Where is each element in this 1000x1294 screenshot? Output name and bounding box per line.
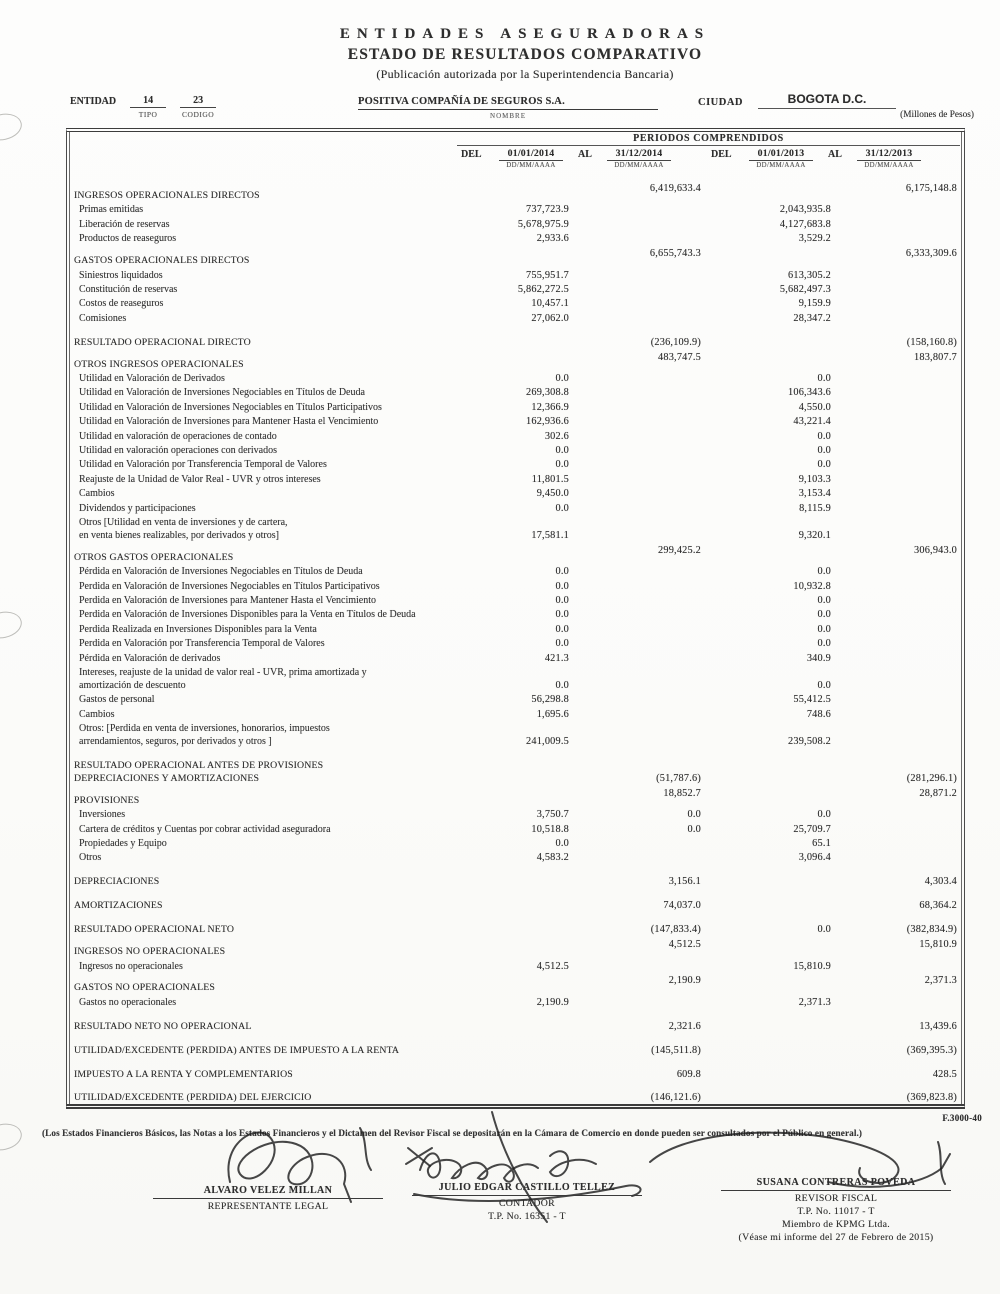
value-period2-detail: 55,412.5 <box>793 694 831 706</box>
value-period1-detail: 2,190.9 <box>536 996 569 1008</box>
row-label: DEPRECIACIONES <box>74 876 160 888</box>
value-period2-detail: 65.1 <box>812 838 831 850</box>
value-period2-detail: 9,320.1 <box>798 529 831 541</box>
date-format-hint: DD/MM/AAAA <box>614 162 664 169</box>
table-row <box>67 809 960 822</box>
row-label: Inversiones <box>79 809 126 821</box>
row-label: UTILIDAD/EXCEDENTE (PERDIDA) ANTES DE IMPUESTO A LA RENTA <box>74 1044 400 1056</box>
table-row <box>67 387 960 400</box>
value-period1-total: 299,425.2 <box>658 544 701 556</box>
date-format-hint: DD/MM/AAAA <box>756 162 806 169</box>
value-period2-detail: 0.0 <box>817 924 831 936</box>
signer-firm: Miembro de KPMG Ltda. <box>781 1219 891 1230</box>
company-name: POSITIVA COMPAÑÍA DE SEGUROS S.A. <box>358 96 658 110</box>
row-label: RESULTADO NETO NO OPERACIONAL <box>74 1020 252 1032</box>
value-period1-total: 483,747.5 <box>658 351 701 363</box>
row-label: INGRESOS NO OPERACIONALES <box>74 946 226 958</box>
table-row <box>67 824 960 837</box>
table-row <box>67 638 960 651</box>
value-period1-detail: 421.3 <box>544 652 569 664</box>
value-period2-detail: 0.0 <box>817 372 831 384</box>
value-period1-detail: 4,512.5 <box>536 960 569 972</box>
value-period2-detail: 106,343.6 <box>788 387 831 399</box>
table-row <box>67 459 960 472</box>
value-period1-detail: 4,583.2 <box>536 852 569 864</box>
table-row <box>67 760 960 786</box>
period1-from-date: 01/01/2014 <box>499 148 563 161</box>
statement-table <box>66 128 965 1109</box>
table-row <box>67 876 960 889</box>
value-period1-total: 6,655,743.3 <box>649 248 701 260</box>
value-period1-detail: 0.0 <box>555 680 569 691</box>
row-label: Productos de reaseguros <box>79 233 177 245</box>
row-label: Utilidad en Valoración de Inversiones para Mantener Hasta el Vencimiento <box>79 416 379 428</box>
punch-hole-artifact <box>0 608 24 641</box>
value-period2-detail: 0.0 <box>817 430 831 442</box>
row-label: Perdida en Valoración de Inversiones para Mantener Hasta el Vencimiento <box>79 595 377 607</box>
period2-from-date: 01/01/2013 <box>749 148 813 161</box>
value-period1-detail: 9,450.0 <box>536 488 569 500</box>
period1-to <box>607 148 671 169</box>
value-period2-detail: 15,810.9 <box>793 960 831 972</box>
table-row <box>67 488 960 501</box>
table-row <box>67 609 960 622</box>
value-period2-detail: 3,153.4 <box>798 488 831 500</box>
table-row <box>67 248 960 268</box>
value-period2-detail: 0.0 <box>817 609 831 621</box>
value-period2-total: (281,296.1) <box>906 772 957 784</box>
value-period2-total: 28,871.2 <box>919 787 957 799</box>
table-row <box>67 284 960 297</box>
value-period2-total: 68,364.2 <box>919 900 957 912</box>
value-period1-detail: 241,009.5 <box>526 736 569 748</box>
row-label: Gastos de personal <box>79 694 155 706</box>
table-row <box>67 1092 960 1105</box>
table-row <box>67 503 960 516</box>
period1-to-date: 31/12/2014 <box>607 148 671 161</box>
row-label: Liberación de reservas <box>79 218 170 230</box>
row-label: Perdida en Valoración de Inversiones Negociables en Títulos Participativos <box>79 580 380 592</box>
row-label: Gastos no operacionales <box>79 996 177 1008</box>
value-period2-total: 183,807.7 <box>914 351 957 363</box>
row-label: Cambios <box>79 488 115 500</box>
value-period1-detail: 0.0 <box>555 580 569 592</box>
signer-name: JULIO EDGAR CASTILLO TELLEZ <box>412 1182 642 1196</box>
row-label: Utilidad en Valoración de Derivados <box>79 372 225 384</box>
value-period2-detail: 0.0 <box>817 623 831 635</box>
del-label-1: DEL <box>461 149 482 160</box>
table-row <box>67 517 960 543</box>
table-row <box>67 544 960 565</box>
value-period1-total: 0.0 <box>687 823 701 835</box>
value-period1-detail: 0.0 <box>555 372 569 384</box>
value-period1-detail: 0.0 <box>555 459 569 471</box>
value-period2-detail: 613,305.2 <box>788 269 831 281</box>
table-row <box>67 1021 960 1034</box>
units-note: (Millones de Pesos) <box>900 110 974 120</box>
signer-name: SUSANA CONTRERAS POVEDA <box>721 1177 951 1191</box>
row-label: AMORTIZACIONES <box>74 900 163 912</box>
row-label: RESULTADO OPERACIONAL DIRECTO <box>74 336 251 348</box>
value-period1-detail: 0.0 <box>555 638 569 650</box>
value-period2-detail: 3,529.2 <box>798 233 831 245</box>
value-period1-detail: 10,457.1 <box>531 298 569 310</box>
periods-dates-row <box>71 148 960 169</box>
row-label: Propiedades y Equipo <box>79 838 167 850</box>
row-label: Dividendos y participaciones <box>79 502 196 514</box>
value-period1-detail: 5,862,272.5 <box>517 283 569 295</box>
value-period2-detail: 0.0 <box>817 445 831 456</box>
value-period1-total: (145,511.8) <box>651 1044 701 1056</box>
codigo-label: CODIGO <box>182 110 215 119</box>
company-block <box>358 96 658 120</box>
value-period2-detail: 4,550.0 <box>798 401 831 413</box>
value-period2-detail: 9,103.3 <box>798 473 831 485</box>
value-period2-detail: 2,043,935.8 <box>779 204 831 216</box>
value-period2-detail: 340.9 <box>806 652 831 664</box>
table-row <box>67 431 960 444</box>
row-label: Perdida Realizada en Inversiones Disponibles para la Venta <box>79 623 317 635</box>
row-label: UTILIDAD/EXCEDENTE (PERDIDA) DEL EJERCICIO <box>74 1092 312 1104</box>
value-period2-detail: 8,115.9 <box>799 502 831 514</box>
table-row <box>67 1069 960 1082</box>
row-label: Cartera de créditos y Cuentas por cobrar actividad aseguradora <box>79 823 331 835</box>
table-row <box>67 337 960 350</box>
punch-hole-artifact <box>0 110 24 143</box>
entity-tipo-field <box>130 95 166 119</box>
value-period1-detail: 56,298.8 <box>531 694 569 706</box>
ciudad-value: BOGOTA D.C. <box>758 92 896 109</box>
signer-tp-number: T.P. No. 16351 - T <box>488 1211 566 1222</box>
table-row <box>67 900 960 913</box>
value-period2-detail: 43,221.4 <box>793 416 831 428</box>
row-label: OTROS INGRESOS OPERACIONALES <box>74 358 244 370</box>
periods-title: PERIODOS COMPRENDIDOS <box>457 133 960 146</box>
value-period2-total: (369,395.3) <box>906 1044 957 1056</box>
row-label: INGRESOS OPERACIONALES DIRECTOS <box>74 190 260 201</box>
value-period1-detail: 11,801.5 <box>531 473 569 485</box>
value-period1-total: (147,833.4) <box>650 924 701 936</box>
value-period1-detail: 755,951.7 <box>526 269 569 281</box>
table-row <box>67 723 960 749</box>
table-row <box>67 474 960 487</box>
nombre-label: NOMBRE <box>490 112 526 120</box>
value-period1-detail: 2,933.6 <box>536 233 569 245</box>
row-label: GASTOS NO OPERACIONALES <box>74 982 215 994</box>
value-period2-detail: 0.0 <box>817 566 831 578</box>
value-period1-detail: 17,581.1 <box>531 529 569 541</box>
row-label: Pérdida en Valoración de Inversiones Negociables en Títulos de Deuda <box>79 566 363 578</box>
table-row <box>67 1045 960 1058</box>
table-row <box>67 581 960 594</box>
row-label: Ingresos no operacionales <box>79 960 183 972</box>
value-period1-total: 2,190.9 <box>668 975 701 987</box>
al-label-2: AL <box>828 149 842 160</box>
document-header <box>25 26 1000 82</box>
ciudad-label: CIUDAD <box>698 97 743 108</box>
period1-from <box>499 148 563 169</box>
form-code: F.3000-40 <box>942 1113 982 1123</box>
table-row <box>67 204 960 217</box>
periods-header <box>67 132 964 176</box>
table-row <box>67 787 960 808</box>
value-period1-detail: 737,723.9 <box>526 204 569 216</box>
value-period1-detail: 0.0 <box>555 445 569 456</box>
date-format-hint: DD/MM/AAAA <box>864 162 914 169</box>
value-period2-total: (369,823.8) <box>906 1092 957 1104</box>
signer-title: CONTADOR <box>498 1198 556 1209</box>
value-period2-detail: 0.0 <box>817 638 831 650</box>
entity-codigo-value: 23 <box>180 95 216 108</box>
row-label: OTROS GASTOS OPERACIONALES <box>74 551 234 563</box>
table-row <box>67 624 960 637</box>
table-row <box>67 997 960 1010</box>
row-label: Primas emitidas <box>79 204 144 216</box>
value-period1-detail: 0.0 <box>555 595 569 607</box>
table-row <box>67 838 960 851</box>
value-period1-detail: 3,750.7 <box>536 809 569 821</box>
value-period2-detail: 0.0 <box>817 459 831 471</box>
footer-note: (Los Estados Financieros Básicos, las Notas a los Estados Financieros y el Dictamen del Revisor Fiscal se depositarán en la Cámara de Comercio en donde pueden ser consultados por el Público en general.) <box>42 1128 863 1138</box>
value-period2-detail: 9,159.9 <box>798 298 831 310</box>
table-row <box>67 313 960 326</box>
row-label: Perdida en Valoración por Transferencia Temporal de Valores <box>79 638 325 650</box>
table-row <box>67 667 960 693</box>
entity-label: ENTIDAD <box>70 96 117 107</box>
row-label: IMPUESTO A LA RENTA Y COMPLEMENTARIOS <box>74 1068 293 1080</box>
row-label: Constitución de reservas <box>79 283 178 295</box>
row-label: RESULTADO OPERACIONAL NETO <box>74 924 235 936</box>
value-period1-total: (51,787.6) <box>656 772 701 784</box>
value-period2-detail: 2,371.3 <box>798 996 831 1008</box>
value-period1-detail: 10,518.8 <box>531 823 569 835</box>
row-label: Reajuste de la Unidad de Valor Real - UVR y otros intereses <box>79 473 321 485</box>
value-period2-detail: 0.0 <box>817 595 831 607</box>
row-label: Comisiones <box>79 312 127 324</box>
value-period2-total: 306,943.0 <box>914 544 957 556</box>
statement-rows <box>67 176 964 1105</box>
signer-name: ALVARO VELEZ MILLAN <box>153 1185 383 1199</box>
row-label: Perdida en Valoración de Inversiones Disponibles para la Venta en Títulos de Deuda <box>79 609 416 621</box>
value-period2-detail: 25,709.7 <box>793 823 831 835</box>
value-period2-detail: 0.0 <box>817 809 831 821</box>
row-label: Intereses, reajuste de la unidad de valor real - UVR, prima amortizada y amortización de descuento <box>79 667 367 691</box>
value-period2-detail: 239,508.2 <box>788 736 831 748</box>
table-row <box>67 219 960 232</box>
value-period2-detail: 4,127,683.8 <box>779 218 831 230</box>
table-row <box>67 961 960 974</box>
value-period2-detail: 3,096.4 <box>798 852 831 864</box>
value-period1-total: 4,512.5 <box>668 939 701 951</box>
signer-report-note: (Véase mi informe del 27 de Febrero de 2015) <box>738 1232 934 1243</box>
entity-codigo-field <box>180 95 216 119</box>
signer-title: REPRESENTANTE LEGAL <box>207 1201 329 1212</box>
value-period1-detail: 269,308.8 <box>526 387 569 399</box>
row-label: Otros: [Perdida en venta de inversiones, honorarios, impuestos arrendamientos, seguros, por derivados y otros ] <box>79 723 330 748</box>
row-label: Utilidad en Valoración por Transferencia Temporal de Valores <box>79 459 327 471</box>
table-row <box>67 975 960 995</box>
value-period1-detail: 0.0 <box>555 609 569 621</box>
row-label: Siniestros liquidados <box>79 269 163 281</box>
del-label-2: DEL <box>711 149 732 160</box>
value-period1-detail: 12,366.9 <box>531 401 569 413</box>
table-row <box>67 373 960 386</box>
row-label: PROVISIONES <box>74 794 140 806</box>
date-format-hint: DD/MM/AAAA <box>506 162 556 169</box>
signature-block-revisor-fiscal <box>696 1172 976 1243</box>
table-row <box>67 445 960 458</box>
value-period1-detail: 27,062.0 <box>531 312 569 324</box>
value-period1-total: 74,037.0 <box>663 900 701 912</box>
table-row <box>67 402 960 415</box>
table-row <box>67 416 960 429</box>
value-period1-detail: 1,695.6 <box>536 708 569 720</box>
value-period1-total: 3,156.1 <box>668 876 701 888</box>
value-period2-total: 15,810.9 <box>919 939 957 951</box>
table-row <box>67 183 960 203</box>
table-row <box>67 939 960 959</box>
row-label: GASTOS OPERACIONALES DIRECTOS <box>74 255 250 267</box>
period2-to <box>857 148 921 169</box>
value-period2-detail: 0.0 <box>817 680 831 691</box>
entity-block <box>70 95 216 119</box>
value-period2-total: 2,371.3 <box>924 975 957 987</box>
value-period1-total: 0.0 <box>687 809 701 821</box>
table-row <box>67 233 960 246</box>
value-period2-total: 4,303.4 <box>924 876 957 888</box>
value-period2-total: (382,834.9) <box>906 924 957 936</box>
value-period2-total: (158,160.8) <box>906 336 957 348</box>
row-label: Utilidad en valoración operaciones con derivados <box>79 445 277 456</box>
value-period2-detail: 10,932.8 <box>793 580 831 592</box>
value-period2-detail: 28,347.2 <box>793 312 831 324</box>
signature-block-contador <box>392 1177 662 1222</box>
row-label: Otros [Utilidad en venta de inversiones y de cartera, en venta bienes realizables, por derivados y otros] <box>79 517 288 541</box>
table-row <box>67 351 960 372</box>
value-period2-detail: 748.6 <box>806 708 831 720</box>
row-label: RESULTADO OPERACIONAL ANTES DE PROVISIONES DEPRECIACIONES Y AMORTIZACIONES <box>74 760 324 784</box>
table-row <box>67 852 960 865</box>
value-period1-detail: 302.6 <box>544 430 569 442</box>
row-label: Otros <box>79 852 102 864</box>
document-title: ENTIDADES ASEGURADORAS <box>339 26 711 42</box>
authorization-note: (Publicación autorizada por la Superintendencia Bancaria) <box>376 67 674 81</box>
value-period1-total: 2,321.6 <box>668 1020 701 1032</box>
period2-from <box>749 148 813 169</box>
document-subtitle: ESTADO DE RESULTADOS COMPARATIVO <box>347 46 703 63</box>
table-row <box>67 595 960 608</box>
value-period1-detail: 0.0 <box>555 502 569 514</box>
table-row <box>67 694 960 707</box>
punch-hole-artifact <box>0 1120 24 1153</box>
signer-tp-number: T.P. No. 11017 - T <box>797 1206 875 1217</box>
row-label: Cambios <box>79 708 115 720</box>
row-label: Costos de reaseguros <box>79 298 164 310</box>
value-period1-detail: 0.0 <box>555 623 569 635</box>
value-period2-total: 6,175,148.8 <box>905 183 957 194</box>
table-row <box>67 653 960 666</box>
value-period1-total: 609.8 <box>676 1068 701 1080</box>
value-period2-total: 13,439.6 <box>919 1020 957 1032</box>
value-period1-detail: 162,936.6 <box>526 416 569 428</box>
signature-block-representante <box>118 1180 418 1212</box>
table-row <box>67 709 960 722</box>
value-period1-detail: 0.0 <box>555 566 569 578</box>
row-label: Pérdida en Valoración de derivados <box>79 652 221 664</box>
table-row <box>67 270 960 283</box>
entity-tipo-value: 14 <box>130 95 166 108</box>
row-label: Utilidad en valoración de operaciones de contado <box>79 430 277 442</box>
value-period1-total: (236,109.9) <box>650 336 701 348</box>
table-row <box>67 924 960 937</box>
value-period1-total: (146,121.6) <box>650 1092 701 1104</box>
value-period2-total: 6,333,309.6 <box>905 248 957 260</box>
tipo-label: TIPO <box>138 110 158 119</box>
value-period2-total: 428.5 <box>932 1068 957 1080</box>
table-row <box>67 566 960 579</box>
period2-to-date: 31/12/2013 <box>857 148 921 161</box>
value-period1-detail: 0.0 <box>555 838 569 850</box>
row-label: Utilidad en Valoración de Inversiones Negociables en Títulos de Deuda <box>79 387 365 399</box>
al-label-1: AL <box>578 149 592 160</box>
value-period1-total: 18,852.7 <box>663 787 701 799</box>
signer-title: REVISOR FISCAL <box>794 1193 878 1204</box>
table-row <box>67 298 960 311</box>
value-period1-total: 6,419,633.4 <box>649 183 701 194</box>
row-label: Utilidad en Valoración de Inversiones Negociables en Títulos Participativos <box>79 401 382 413</box>
value-period2-detail: 5,682,497.3 <box>779 283 831 295</box>
value-period1-detail: 5,678,975.9 <box>517 218 569 230</box>
